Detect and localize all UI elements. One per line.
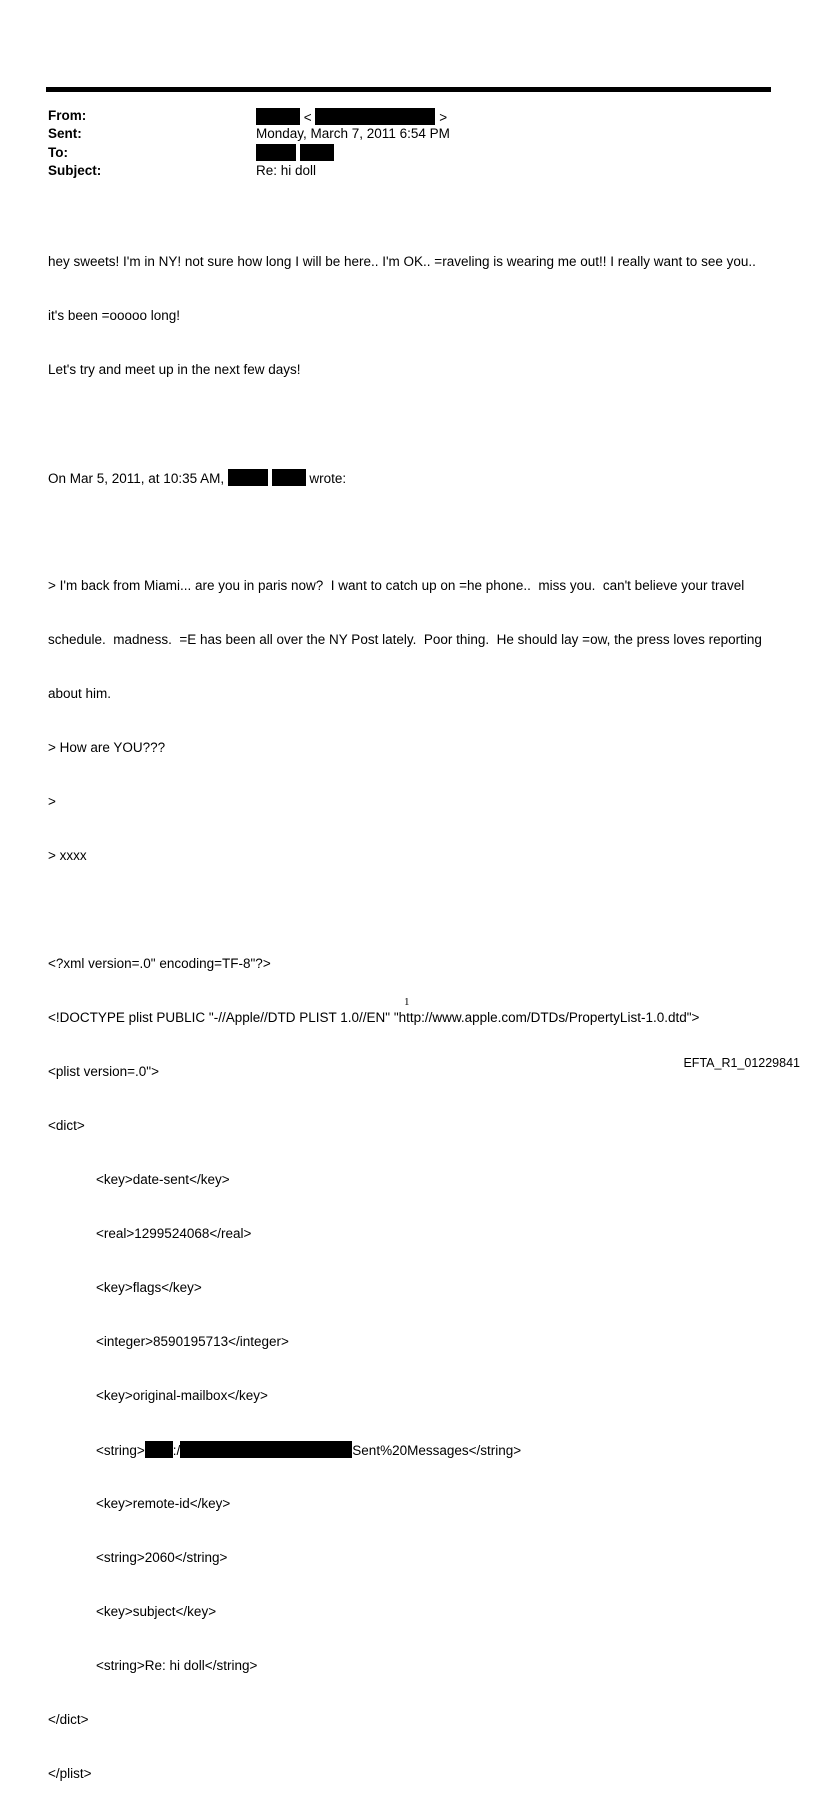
reply-attribution bbox=[48, 469, 768, 487]
quote-line: > bbox=[48, 794, 56, 809]
sent-value: Monday, March 7, 2011 6:54 PM bbox=[256, 126, 450, 141]
plist-fragment: :/ bbox=[172, 1443, 181, 1458]
message-body bbox=[48, 217, 768, 1801]
quote-line: schedule. madness. =E has been all over the NY Post lately. Poor thing. He should lay =ow, the press loves reporting bbox=[48, 632, 762, 647]
from-value bbox=[256, 108, 447, 125]
plist-line: <string>Re: hi doll</string> bbox=[96, 1658, 258, 1673]
plist-line: <dict> bbox=[48, 1118, 85, 1133]
plist-line: <key>original-mailbox</key> bbox=[96, 1388, 268, 1403]
reply-prefix: On Mar 5, 2011, at 10:35 AM, bbox=[48, 471, 225, 486]
redaction bbox=[145, 1441, 173, 1458]
subject-label: Subject: bbox=[48, 163, 102, 178]
redaction bbox=[180, 1441, 352, 1458]
plist-line: <key>date-sent</key> bbox=[96, 1172, 230, 1187]
plist-line: <plist version=.0"> bbox=[48, 1064, 159, 1079]
redaction bbox=[315, 108, 435, 125]
sent-label: Sent: bbox=[48, 126, 82, 141]
plist-line: <key>remote-id</key> bbox=[96, 1496, 231, 1511]
plist-line: <integer>8590195713</integer> bbox=[96, 1334, 289, 1349]
from-lt: < bbox=[303, 110, 312, 125]
plist-fragment: Sent%20Messages</string> bbox=[352, 1443, 522, 1458]
redaction bbox=[256, 108, 300, 125]
redaction bbox=[256, 144, 296, 161]
message-line: Let's try and meet up in the next few days! bbox=[48, 362, 301, 377]
page-number: 1 bbox=[404, 996, 410, 1008]
to-label: To: bbox=[48, 145, 68, 160]
blank-line bbox=[48, 415, 768, 433]
blank-line bbox=[48, 901, 768, 919]
plist-line: </dict> bbox=[48, 1712, 89, 1727]
plist-line: <!DOCTYPE plist PUBLIC "-//Apple//DTD PLIST 1.0//EN" "http://www.apple.com/DTDs/PropertyList-1.0.dtd"> bbox=[48, 1010, 700, 1025]
quote-line: > xxxx bbox=[48, 848, 87, 863]
subject-value: Re: hi doll bbox=[256, 163, 317, 178]
blank-line bbox=[48, 523, 768, 541]
plist-line: <key>flags</key> bbox=[96, 1280, 202, 1295]
plist-line: <string>2060</string> bbox=[96, 1550, 228, 1565]
plist-line: <real>1299524068</real> bbox=[96, 1226, 252, 1241]
quote-line: > How are YOU??? bbox=[48, 740, 166, 755]
plist-line: </plist> bbox=[48, 1766, 92, 1781]
plist-line bbox=[48, 1441, 768, 1459]
plist-line: <?xml version=.0" encoding=TF-8"?> bbox=[48, 956, 271, 971]
to-value bbox=[256, 144, 334, 161]
document-id: EFTA_R1_01229841 bbox=[683, 1056, 800, 1070]
plist-line: <key>subject</key> bbox=[96, 1604, 217, 1619]
redaction bbox=[272, 469, 306, 486]
header-divider bbox=[46, 87, 771, 92]
from-label: From: bbox=[48, 108, 87, 123]
quote-line: about him. bbox=[48, 686, 112, 701]
from-gt: > bbox=[439, 110, 448, 125]
redaction bbox=[300, 144, 334, 161]
message-line: it's been =ooooo long! bbox=[48, 308, 181, 323]
reply-suffix: wrote: bbox=[309, 471, 347, 486]
quote-line: > I'm back from Miami... are you in paris now? I want to catch up on =he phone.. miss you. can't believe your travel bbox=[48, 578, 745, 593]
message-line: hey sweets! I'm in NY! not sure how long I will be here.. I'm OK.. =raveling is wearing me out!! I really want to see you.. bbox=[48, 254, 756, 269]
redaction bbox=[228, 469, 268, 486]
plist-fragment: <string> bbox=[96, 1443, 145, 1458]
